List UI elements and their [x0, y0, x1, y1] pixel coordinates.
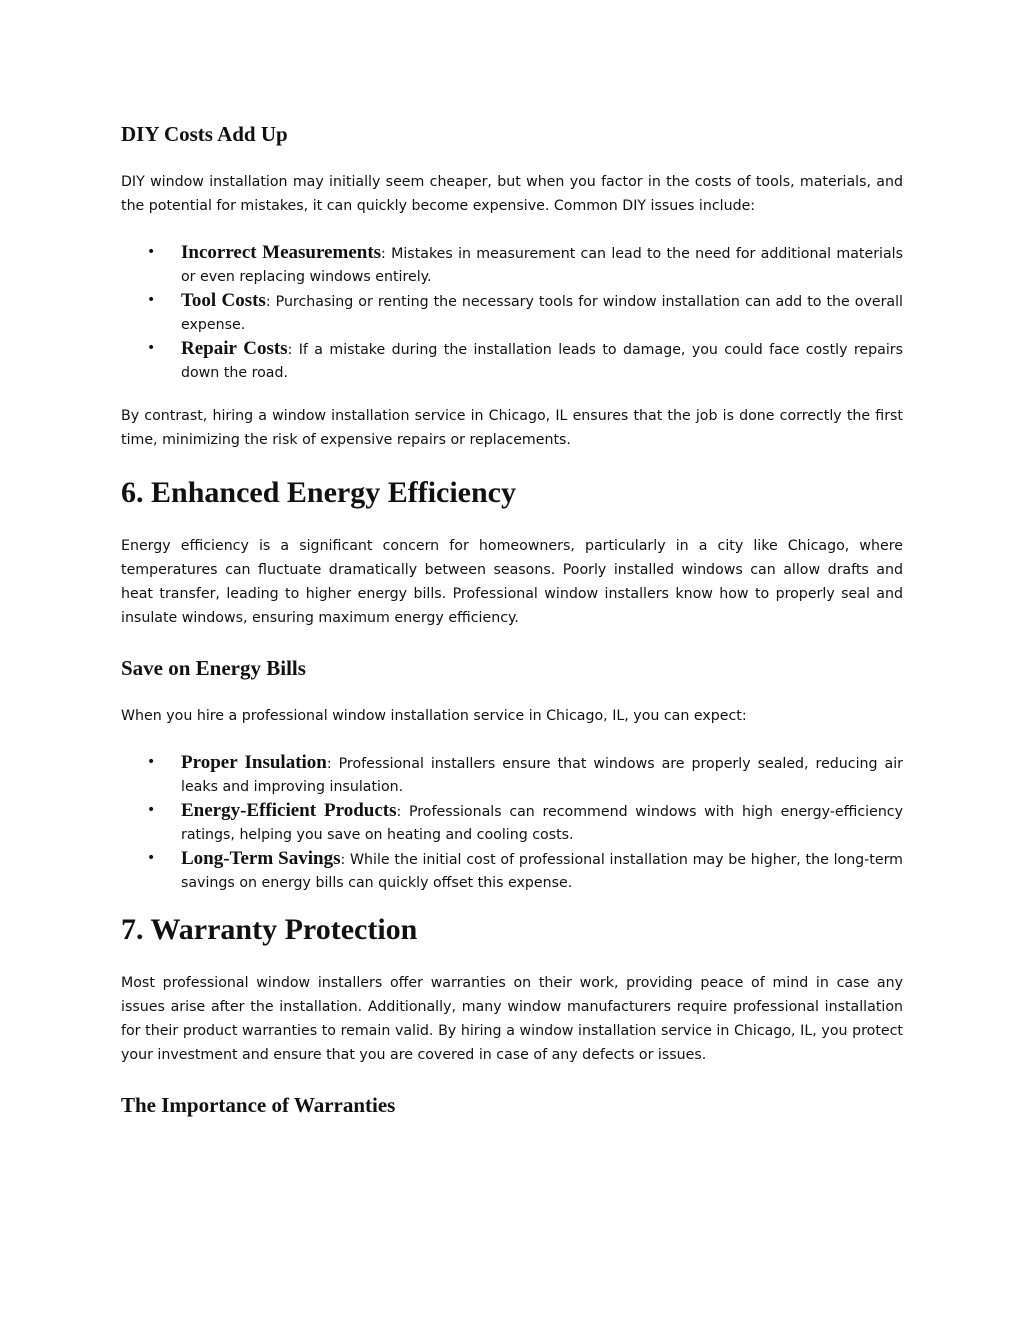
- list-item: [121, 799, 903, 847]
- diy-outro-paragraph: By contrast, hiring a window installation service in Chicago, IL ensures that the job is done correctly the first time, minimizing the risk of expensive repairs or replacements.: [121, 408, 903, 448]
- bullet-icon: •: [147, 292, 156, 308]
- list-item-term: Long-Term Savings: [181, 848, 341, 869]
- list-item-text: : Professionals can recommend windows with high energy-efficiency ratings, helping you save on heating and cooling costs.: [181, 804, 904, 843]
- warranty-protection-heading: 7. Warranty Protection: [121, 913, 418, 946]
- list-item-term: Incorrect Measurements: [181, 242, 382, 263]
- list-item: [121, 289, 903, 337]
- diy-costs-heading: DIY Costs Add Up: [121, 122, 288, 146]
- list-item: [121, 847, 903, 895]
- diy-issues-list: [121, 241, 903, 385]
- energy-intro-paragraph: When you hire a professional window installation service in Chicago, IL, you can expect:: [121, 708, 747, 724]
- bullet-icon: •: [147, 340, 156, 356]
- list-item: [121, 241, 903, 289]
- list-item-text: : While the initial cost of professional installation may be higher, the long-term savings on energy bills can quickly offset this expense.: [181, 852, 904, 891]
- energy-efficiency-heading: 6. Enhanced Energy Efficiency: [121, 476, 516, 509]
- diy-intro-paragraph: DIY window installation may initially seem cheaper, but when you factor in the costs of tools, materials, and the potential for mistakes, it can quickly become expensive. Common DIY issues include:: [121, 174, 903, 214]
- list-item-term: Tool Costs: [181, 290, 266, 311]
- list-item-term: Proper Insulation: [181, 752, 327, 773]
- list-item-text: : If a mistake during the installation leads to damage, you could face costly repairs down the road.: [181, 342, 903, 381]
- list-item: [121, 337, 903, 385]
- energy-body-paragraph: Energy efficiency is a significant concern for homeowners, particularly in a city like Chicago, where temperatures can fluctuate dramatically between seasons. Poorly installed windows can allow drafts and heat transfer, leading to higher energy bills. Professional window installers know how to properly seal and insulate windows, ensuring maximum energy efficiency.: [121, 538, 903, 626]
- energy-benefits-list: [121, 751, 903, 895]
- bullet-icon: •: [147, 754, 156, 770]
- list-item-text: : Mistakes in measurement can lead to the need for additional materials or even replacing windows entirely.: [181, 246, 904, 285]
- bullet-icon: •: [147, 244, 156, 260]
- bullet-icon: •: [147, 802, 156, 818]
- list-item: [121, 751, 903, 799]
- warranty-body-paragraph: Most professional window installers offer warranties on their work, providing peace of mind in case any issues arise after the installation. Additionally, many window manufacturers require professional installation for their product warranties to remain valid. By hiring a window installation service in Chicago, IL, you protect your investment and ensure that you are covered in case of any defects or issues.: [121, 975, 903, 1063]
- list-item-term: Energy-Efficient Products: [181, 800, 397, 821]
- importance-of-warranties-heading: The Importance of Warranties: [121, 1093, 396, 1117]
- list-item-term: Repair Costs: [181, 338, 288, 359]
- list-item-text: : Purchasing or renting the necessary tools for window installation can add to the overall expense.: [181, 294, 903, 333]
- bullet-icon: •: [147, 850, 156, 866]
- list-item-text: : Professional installers ensure that windows are properly sealed, reducing air leaks and improving insulation.: [181, 756, 903, 795]
- save-energy-heading: Save on Energy Bills: [121, 656, 306, 680]
